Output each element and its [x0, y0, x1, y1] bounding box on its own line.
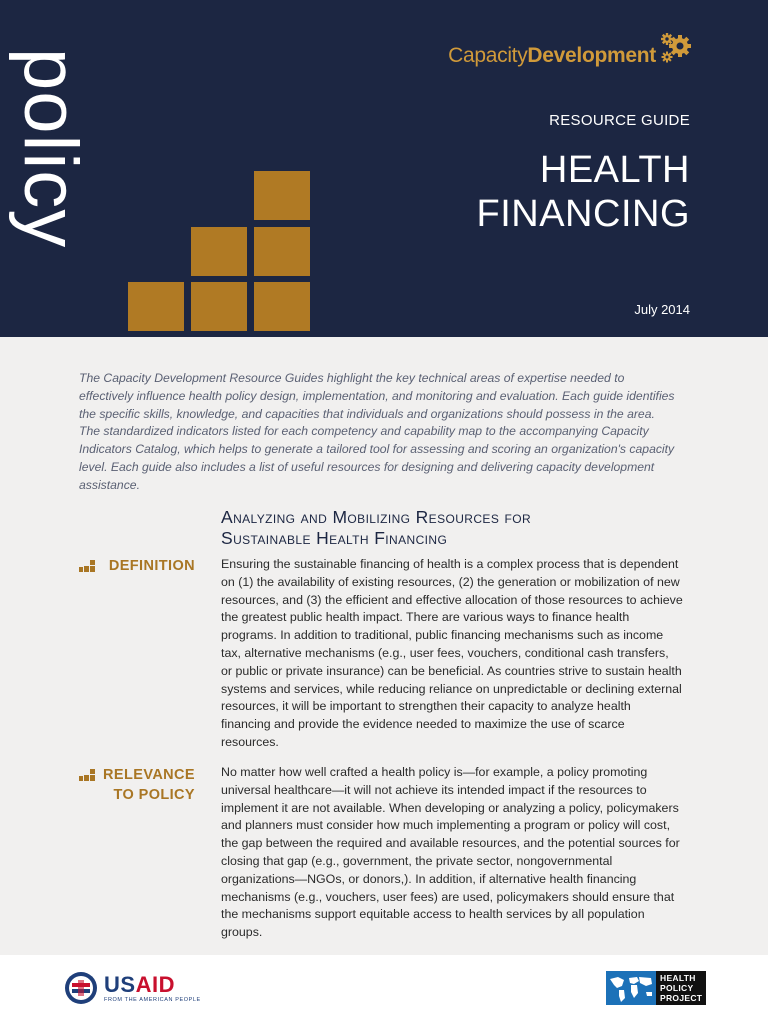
hpp-line-3: PROJECT	[660, 993, 703, 1003]
relevance-label	[79, 765, 195, 805]
section-title	[221, 507, 681, 549]
definition-label	[79, 556, 195, 576]
usaid-wordmark	[104, 971, 201, 1003]
usaid-logo	[64, 971, 201, 1005]
footer	[0, 955, 768, 1024]
definition-label-text: DEFINITION	[108, 558, 195, 574]
document-title	[477, 148, 691, 236]
stair-block	[254, 227, 310, 276]
relevance-label-line-1: RELEVANCE	[103, 767, 195, 783]
relevance-label-text	[103, 765, 195, 805]
stair-block	[191, 282, 247, 331]
usaid-aid: AID	[135, 971, 175, 997]
title-line-2: FINANCING	[476, 193, 690, 235]
stair-block	[128, 282, 184, 331]
gears-icon	[658, 30, 694, 66]
capacity-development-logo	[448, 44, 656, 68]
world-map-icon	[606, 971, 656, 1005]
resource-guide-label: RESOURCE GUIDE	[549, 112, 690, 129]
intro-paragraph: The Capacity Development Resource Guides highlight the key technical areas of expertise needed to effectively influence health policy design, implementation, and monitoring and evaluation. Each guide identifies the specific skills, knowledge, and capacities that individuals and organizations should possess in the area. The standardized indicators listed for each competency and capability map to the accompanying Capacity Indicators Catalog, which helps to generate a tailored tool for assessing and scoring an organization's capacity level. Each guide also includes a list of useful resources for designing and delivering capacity development assistance.	[79, 371, 675, 492]
header-band	[0, 0, 768, 337]
section-title-line-1: Analyzing and Mobilizing Resources for	[221, 507, 532, 527]
relevance-paragraph: No matter how well crafted a health policy is—for example, a policy promoting universal healthcare—it will not achieve its intended impact if the resources to implement it are not available. When developing or analyzing a policy, policymakers and planners must consider how much implementing a program or policy will cost, the gap between the required and available resources, and the potential sources for closing that gap (e.g., government, the private sector, nongovernmental organizations—NGOs, or donors,). In addition, if alternative health financing mechanisms (e.g., vouchers, user fees) are used, policymakers should ensure that the mechanisms support equitable access to health services by all population groups.	[221, 765, 680, 940]
relevance-label-line-2: TO POLICY	[113, 787, 195, 803]
stair-bullet-icon	[79, 769, 95, 781]
stair-block	[191, 227, 247, 276]
stair-block	[254, 282, 310, 331]
title-line-1: HEALTH	[539, 149, 690, 191]
hpp-line-2: POLICY	[660, 983, 694, 993]
publication-date: July 2014	[634, 302, 690, 317]
health-policy-project-logo	[606, 971, 706, 1005]
section-title-line-2: Sustainable Health Financing	[221, 528, 448, 548]
logo-bold-text: Development	[527, 44, 656, 67]
usaid-us: US	[104, 971, 136, 997]
hpp-wordmark	[656, 971, 706, 1005]
usaid-seal-icon	[64, 971, 98, 1005]
stair-block	[254, 171, 310, 220]
logo-light-text: Capacity	[448, 44, 528, 67]
stair-bullet-icon	[79, 560, 95, 572]
usaid-word	[104, 971, 201, 997]
policy-side-word: policy	[8, 48, 93, 249]
hpp-line-1: HEALTH	[660, 973, 696, 983]
definition-paragraph: Ensuring the sustainable financing of health is a complex process that is dependent on (1) the availability of existing resources, (2) the generation or mobilization of new resources, and (3) the efficient and effective allocation of those resources to achieve the greatest public health impact. There are various ways to finance health programs. In addition to traditional, public financing mechanisms such as income tax, alternative mechanisms (e.g., user fees, vouchers, conditional cash transfers, or public or private insurance) can be beneficial. As countries strive to sustain health systems and services, while reducing reliance on unpredictable or declining external resources, it will be important to strengthen their capacity to analyze health financing and provide the evidence needed to maximize the use of scarce resources.	[221, 557, 683, 749]
usaid-tagline: FROM THE AMERICAN PEOPLE	[104, 996, 201, 1003]
